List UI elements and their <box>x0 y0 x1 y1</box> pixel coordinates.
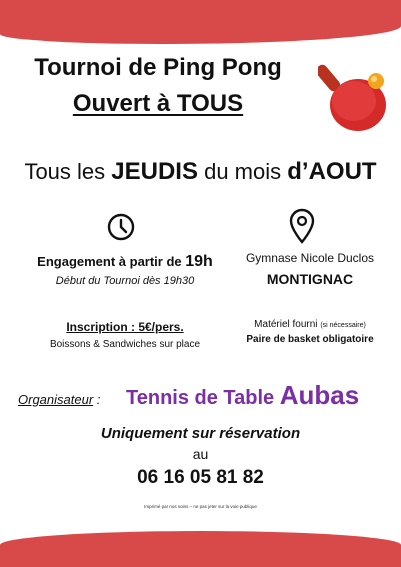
organizer-club: Tennis de Table Aubas <box>126 380 360 410</box>
clock-icon <box>106 212 136 242</box>
food-info: Boissons & Sandwiches sur place <box>49 339 201 350</box>
venue-name: Gymnase Nicole Duclos <box>245 251 375 265</box>
shoes-requirement: Paire de basket obligatoire <box>246 334 374 345</box>
ping-pong-paddle-icon <box>318 55 388 135</box>
page-title: Tournoi de Ping Pong <box>34 54 282 81</box>
location-pin-icon <box>287 208 317 244</box>
equipment-info: Matériel fourni (si nécessaire) <box>254 319 366 330</box>
venue-town: MONTIGNAC <box>266 271 354 287</box>
organizer-label: Organisateur : <box>18 392 101 407</box>
reservation-au: au <box>192 446 209 462</box>
headline: Tous les JEUDIS du mois d’AOUT <box>24 158 377 185</box>
phone-number: 06 16 05 81 82 <box>137 467 264 488</box>
top-red-band <box>0 0 401 44</box>
reservation-notice: Uniquement sur réservation <box>100 425 301 442</box>
print-notice: Imprimé par nos soins – ne pas jeter sur la voie publique <box>144 504 257 509</box>
page-subtitle: Ouvert à TOUS <box>72 90 244 117</box>
bottom-red-band <box>0 531 401 567</box>
tournament-start: Début du Tournoi dès 19h30 <box>55 275 195 287</box>
registration-fee: Inscription : 5€/pers. <box>66 320 184 334</box>
engagement-time: Engagement à partir de 19h <box>37 253 213 270</box>
